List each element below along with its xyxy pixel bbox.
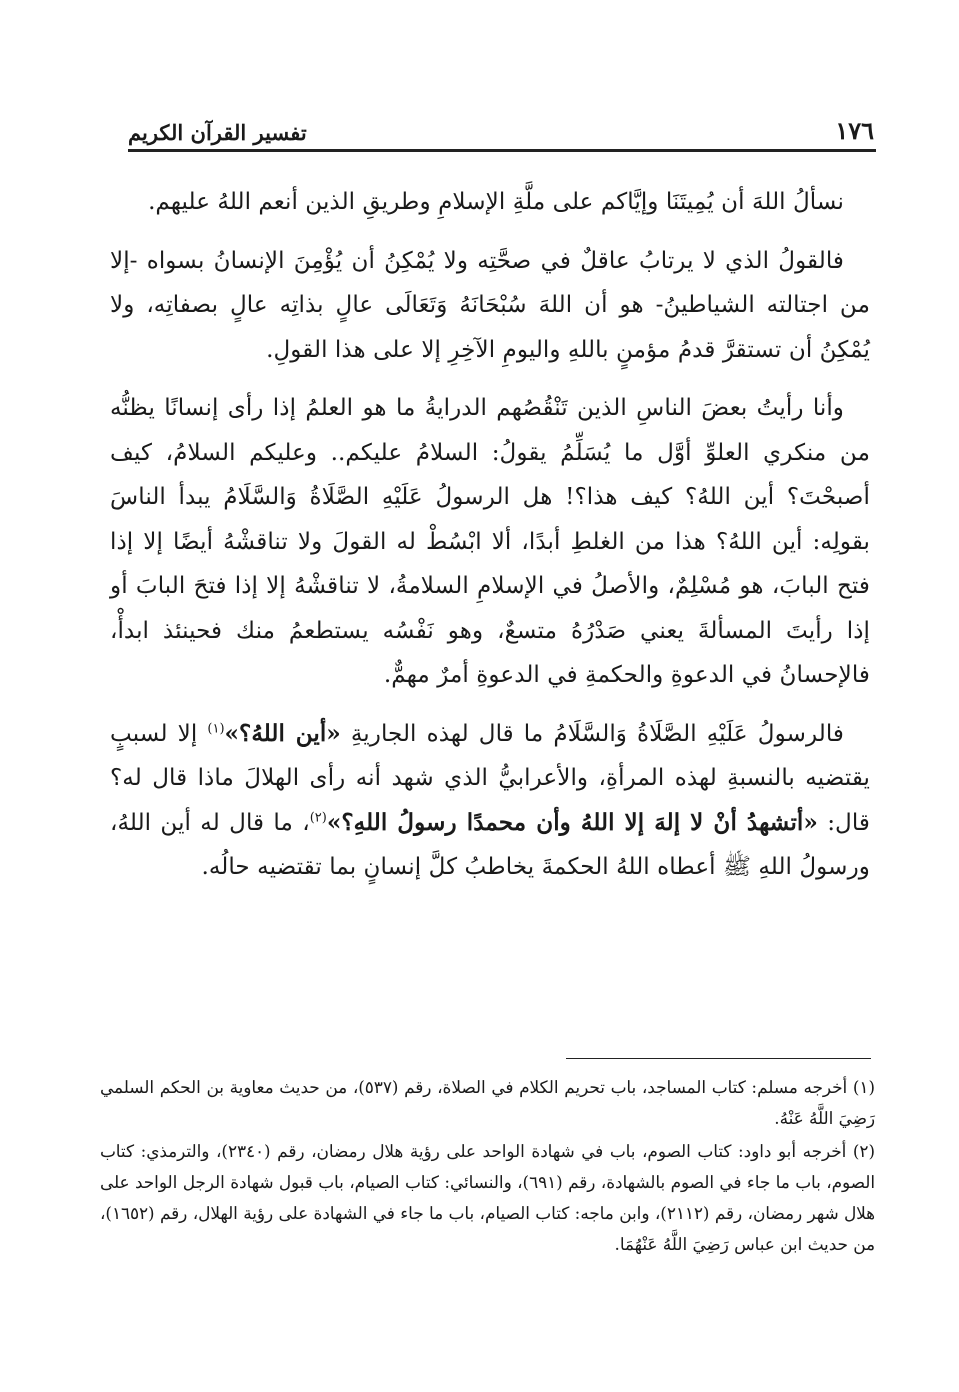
footnote-divider xyxy=(566,1058,871,1059)
header-divider xyxy=(128,149,876,152)
page-number: ١٧٦ xyxy=(835,116,874,145)
footnotes xyxy=(100,1072,875,1262)
hadith-quote-1: «أين اللهُ؟» xyxy=(224,719,341,747)
paragraph-2: فالقولُ الذي لا يرتابُ عاقلٌ في صحَّتِه ولا يُمْكِنُ أن يُؤْمِنَ الإنسانُ بسواه -إلا من اجتالته الشياطينُ- هو أن اللهَ سُبْحَانَهُ وَتَعَالَى عالٍ بذاتِه عالٍ بصفاتِه، ولا يُمْكِنُ أن تستقرَّ قدمُ مؤمنٍ باللهِ واليومِ الآخِرِ إلا على هذا القولِ. xyxy=(110,246,870,363)
running-title: تفسير القرآن الكريم xyxy=(128,120,307,145)
paragraph-4 xyxy=(110,712,870,890)
footnote-1: (١) أخرجه مسلم: كتاب المساجد، باب تحريم الكلام في الصلاة، رقم (٥٣٧)، من حديث معاوية بن الحكم السلمي رَضِيَ اللَّهُ عَنْهُ. xyxy=(100,1077,875,1128)
main-text xyxy=(110,180,870,904)
paragraph-4-text-1: فالرسولُ عَلَيْهِ الصَّلَاةُ وَالسَّلَامُ ما قال لهذه الجاريةِ xyxy=(350,719,845,747)
paragraph-3: وأنا رأيتُ بعضَ الناسِ الذين تَنْقُصُهم الدرايةُ ما هو العلمُ إذا رأى إنسانًا يظنُّه من منكري العلوِّ أوَّل ما يُسَلِّمُ يقولُ: السلامُ عليكم.. وعليكم السلامُ، كيف أصبحْتَ؟ أين اللهُ؟ كيف هذا؟! هل الرسولُ عَلَيْهِ الصَّلَاةُ وَالسَّلَامُ يبدأ الناسَ بقولِه: أين اللهُ؟ هذا من الغلطِ أبدًا، ألا ابْسُطْ له القولَ ولا تناقشْهُ أيضًا إلا إذا فتح البابَ، هو مُسْلِمٌ، والأصلُ في الإسلامِ السلامةُ، لا تناقشْهُ إلا إذا فتحَ البابَ أو إذا رأيتَ المسألةَ يعني صَدْرُهُ متسعٌ، وهو نَفْسُه يستطعمُ منك فحينئذ ابدأْ، فالإحسانُ في الدعوةِ والحكمةِ في الدعوةِ أمرٌ مهمٌّ. xyxy=(110,394,870,688)
footnote-ref-1[interactable]: (١) xyxy=(207,720,225,736)
paragraph-1: نسألُ اللهَ أن يُمِيتَنَا وإيَّاكم على ملَّةِ الإسلامِ وطريقِ الذين أنعم اللهُ عليهم. xyxy=(148,188,844,215)
paragraph-4-text-2: إلا لسببٍ يقتضيه بالنسبةِ لهذه المرأةِ، والأعرابيُّ الذي شهد أنه رأى الهلالَ ماذا قال له؟ قال: xyxy=(110,719,870,836)
hadith-quote-2: «أتشهدُ أنْ لا إلهَ إلا اللهُ وأن محمدًا رسولُ اللهِ؟» xyxy=(326,808,818,836)
page-header xyxy=(128,103,874,145)
paragraph-4-text-3: ، ما قال له أين اللهُ، ورسولُ اللهِ ﷺ أعطاه اللهُ الحكمةَ يخاطبُ كلَّ إنسانٍ بما تقتضيه حالُه. xyxy=(110,808,870,880)
footnote-2: (٢) أخرجه أبو داود: كتاب الصوم، باب في شهادة الواحد على رؤية هلال رمضان، رقم (٢٣٤٠)، والترمذي: كتاب الصوم، باب ما جاء في الصوم بالشهادة، رقم (٦٩١)، والنسائي: كتاب الصيام، باب قبول شهادة الرجل الواحد على هلال شهر رمضان، رقم (٢١١٢)، وابن ماجه: كتاب الصيام، باب ما جاء في الشهادة على رؤية الهلال، رقم (١٦٥٢)، من حديث ابن عباس رَضِيَ اللَّهُ عَنْهُمَا. xyxy=(100,1141,876,1254)
footnote-ref-2[interactable]: (٢) xyxy=(309,809,327,825)
